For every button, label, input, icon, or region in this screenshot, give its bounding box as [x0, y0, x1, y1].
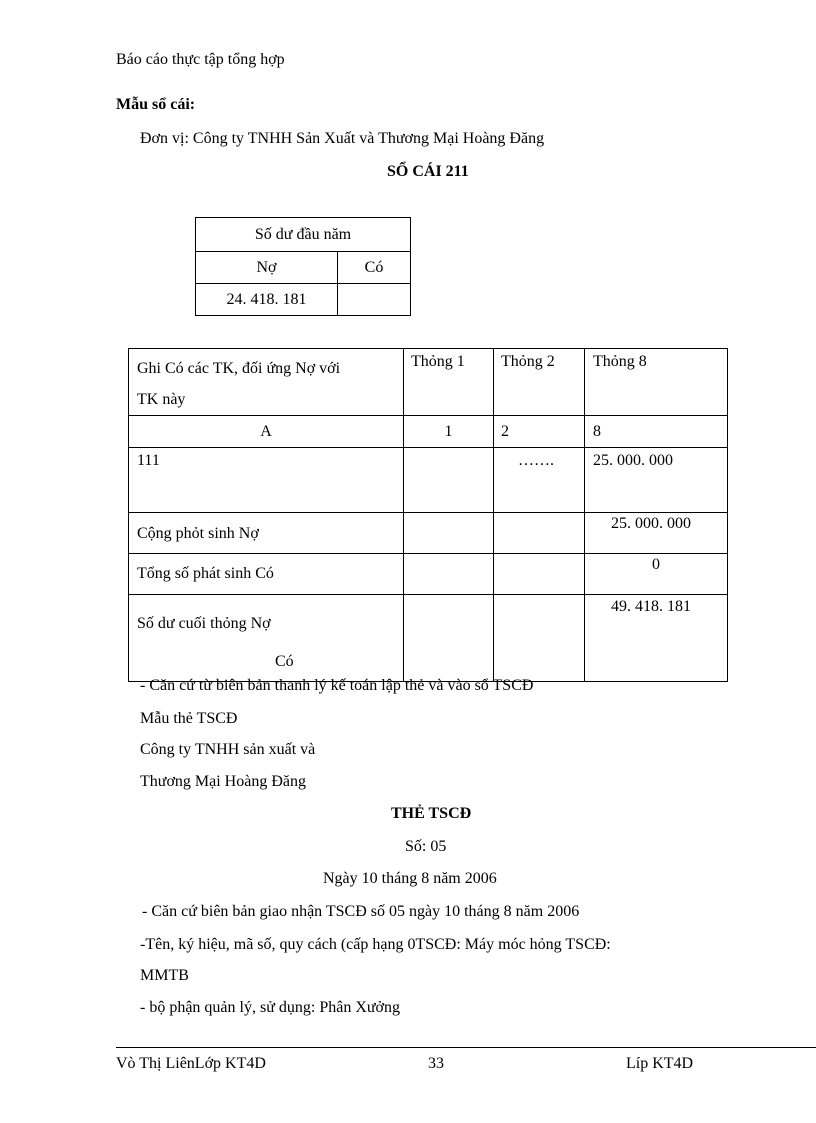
- card-department: - bộ phận quản lý, sử dụng: Phân Xưởng: [140, 999, 401, 1016]
- ledger-header-col-2: Thỏng 2: [494, 349, 585, 416]
- ledger-header-col-8: Thỏng 8: [585, 349, 728, 416]
- company-line-2: Thương Mại Hoàng Đăng: [140, 773, 306, 790]
- ledger-title: SỔ CÁI 211: [387, 163, 469, 180]
- basis-line: - Căn cứ từ biên bản thanh lý kế toán lập thẻ và vào sổ TSCĐ: [140, 677, 534, 694]
- table-row: [129, 513, 728, 554]
- opening-credit-label: Có: [338, 252, 411, 284]
- footer-author: Vò Thị LiênLớp KT4D: [116, 1055, 266, 1072]
- card-sample-title: Mẫu thẻ TSCĐ: [140, 710, 238, 727]
- footer-class: Líp KT4D: [626, 1055, 694, 1072]
- ledger-row-credit-total-label: Tổng số phát sinh Có: [129, 554, 404, 595]
- ledger-row-closing-label-credit: Có: [275, 653, 294, 670]
- ledger-row-debit-total-label: Cộng phỏt sinh Nợ: [129, 513, 404, 554]
- company-line-1: Công ty TNHH sản xuất và: [140, 741, 316, 758]
- card-name-line1: -Tên, ký hiệu, mã số, quy cách (cấp hạng 0TSCĐ: Máy móc hỏng TSCĐ:: [140, 936, 611, 953]
- report-header: Báo cáo thực tập tổng hợp: [116, 51, 285, 68]
- table-row: [129, 595, 728, 682]
- ledger-row-credit-total-c1: [404, 554, 494, 595]
- opening-balance-title: Số dư đầu năm: [196, 218, 411, 252]
- ledger-row-credit-total-c8: 0: [585, 554, 728, 595]
- card-date: Ngày 10 tháng 8 năm 2006: [323, 870, 497, 887]
- ledger-row-debit-total-c2: [494, 513, 585, 554]
- opening-debit-label: Nợ: [196, 252, 338, 284]
- opening-credit-value: [338, 284, 411, 316]
- ledger-index-8: 8: [585, 416, 728, 448]
- ledger-row-111-c8: 25. 000. 000: [585, 448, 728, 513]
- table-row: [129, 448, 728, 513]
- ledger-index-a: A: [129, 416, 404, 448]
- opening-debit-value: 24. 418. 181: [196, 284, 338, 316]
- ledger-row-closing-c1: [404, 595, 494, 682]
- ledger-header-col-a-line2: TK này: [137, 391, 186, 408]
- ledger-header-col-a-line1: Ghi Có các TK, đối ứng Nợ với: [137, 360, 341, 377]
- ledger-index-2: 2: [494, 416, 585, 448]
- ledger-row-closing-label-debit: Số dư cuối thỏng Nợ: [137, 615, 271, 632]
- ledger-header-col-a: [129, 349, 404, 416]
- opening-balance-table: [195, 217, 411, 316]
- card-title: THẺ TSCĐ: [391, 805, 472, 822]
- card-name-line2: MMTB: [140, 967, 189, 984]
- card-basis: - Căn cứ biên bản giao nhận TSCĐ số 05 ngày 10 tháng 8 năm 2006: [142, 903, 580, 920]
- ledger-index-1: 1: [404, 416, 494, 448]
- footer-divider: [116, 1047, 816, 1048]
- ledger-row-credit-total-c2: [494, 554, 585, 595]
- ledger-row-closing-label: [129, 595, 404, 682]
- ledger-header-col-1: Thỏng 1: [404, 349, 494, 416]
- footer-page-number: 33: [428, 1055, 444, 1072]
- ledger-row-111-label: 111: [129, 448, 404, 513]
- ledger-row-closing-c2: [494, 595, 585, 682]
- unit-line: Đơn vị: Công ty TNHH Sản Xuất và Thương Mại Hoàng Đăng: [140, 130, 545, 147]
- ledger-row-debit-total-c1: [404, 513, 494, 554]
- ledger-row-closing-c8: 49. 418. 181: [585, 595, 728, 682]
- ledger-row-111-c1: [404, 448, 494, 513]
- ledger-row-debit-total-c8: 25. 000. 000: [585, 513, 728, 554]
- card-number: Số: 05: [405, 838, 447, 855]
- sample-title: Mẫu sổ cái:: [116, 96, 196, 113]
- table-row: [129, 554, 728, 595]
- ledger-table: [128, 348, 728, 682]
- ledger-row-111-c2: …….: [494, 448, 585, 513]
